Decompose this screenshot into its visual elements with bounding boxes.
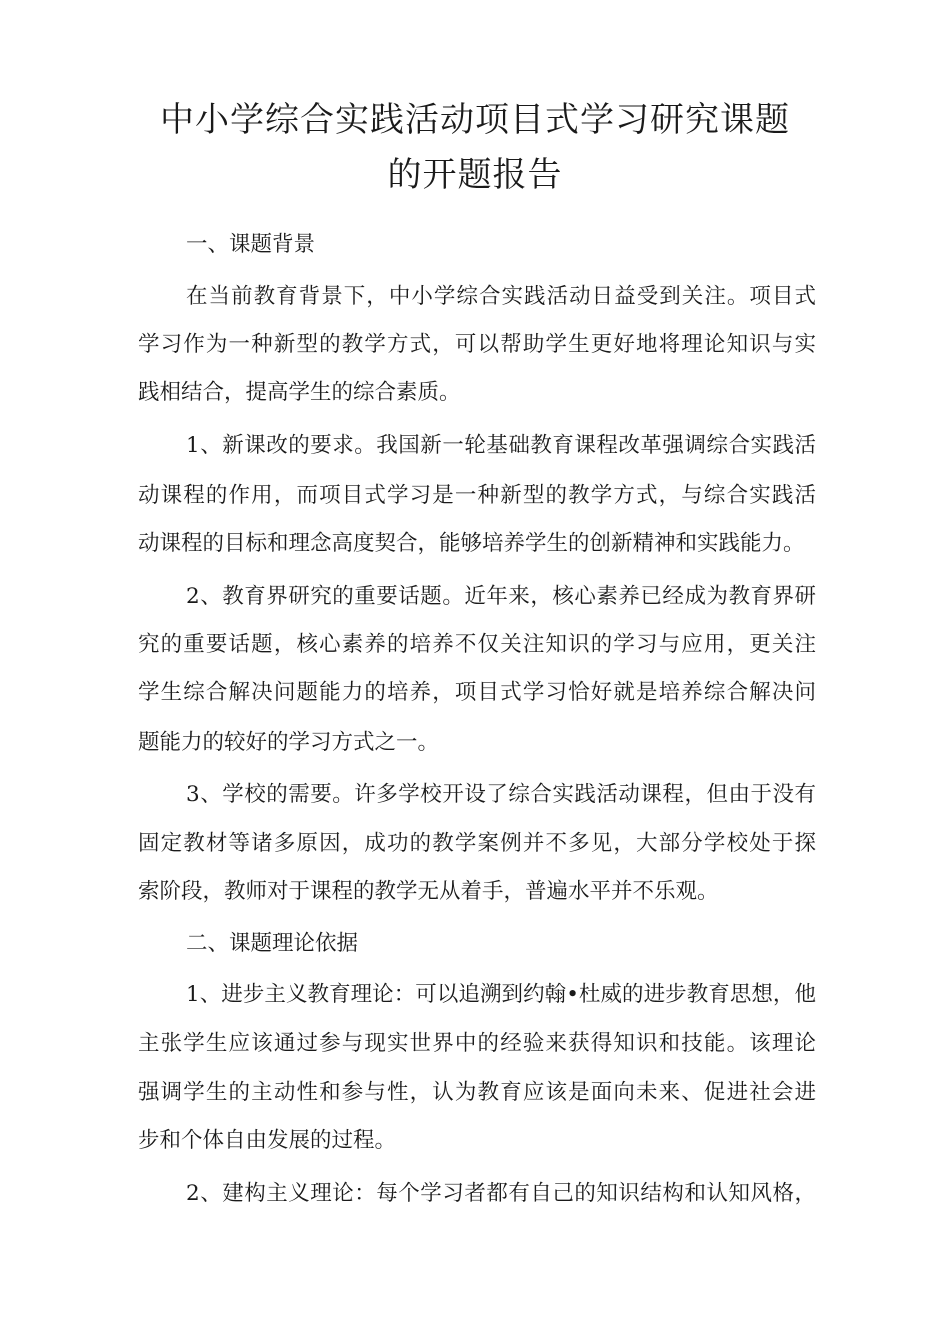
paragraph-line: 固定教材等诸多原因，成功的教学案例并不多见，大部分学校处于探 [138, 831, 816, 856]
document-title-line-2: 的开题报告 [387, 155, 563, 195]
paragraph-line: 2、建构主义理论：每个学习者都有自己的知识结构和认知风格， [186, 1181, 816, 1206]
paragraph-line: 步和个体自由发展的过程。 [138, 1128, 397, 1153]
paragraph-line: 在当前教育背景下，中小学综合实践活动日益受到关注。项目式 [186, 284, 816, 309]
paragraph-line: 学生综合解决问题能力的培养，项目式学习恰好就是培养综合解决问 [138, 680, 816, 705]
paragraph-line: 究的重要话题，核心素养的培养不仅关注知识的学习与应用，更关注 [138, 632, 816, 657]
paragraph-line: 3、学校的需要。许多学校开设了综合实践活动课程，但由于没有 [186, 782, 816, 807]
paragraph-line: 1、新课改的要求。我国新一轮基础教育课程改革强调综合实践活 [186, 433, 816, 458]
paragraph-line: 2、教育界研究的重要话题。近年来，核心素养已经成为教育界研 [186, 584, 816, 609]
paragraph-line: 学习作为一种新型的教学方式，可以帮助学生更好地将理论知识与实 [138, 332, 816, 357]
paragraph-line: 动课程的作用，而项目式学习是一种新型的教学方式，与综合实践活 [138, 483, 816, 508]
section-heading: 二、课题理论依据 [186, 931, 359, 956]
paragraph-line: 题能力的较好的学习方式之一。 [138, 730, 440, 755]
paragraph-line: 强调学生的主动性和参与性，认为教育应该是面向未来、促进社会进 [138, 1080, 816, 1105]
document-title-line-1: 中小学综合实践活动项目式学习研究课题 [160, 100, 790, 140]
paragraph-line: 践相结合，提高学生的综合素质。 [138, 380, 461, 405]
section-heading: 一、课题背景 [186, 232, 316, 257]
paragraph-line: 1、进步主义教育理论：可以追溯到约翰•杜威的进步教育思想，他 [186, 982, 816, 1007]
paragraph-line: 主张学生应该通过参与现实世界中的经验来获得知识和技能。该理论 [138, 1031, 816, 1056]
paragraph-line: 索阶段，教师对于课程的教学无从着手，普遍水平并不乐观。 [138, 879, 719, 904]
paragraph-line: 动课程的目标和理念高度契合，能够培养学生的创新精神和实践能力。 [138, 531, 805, 556]
